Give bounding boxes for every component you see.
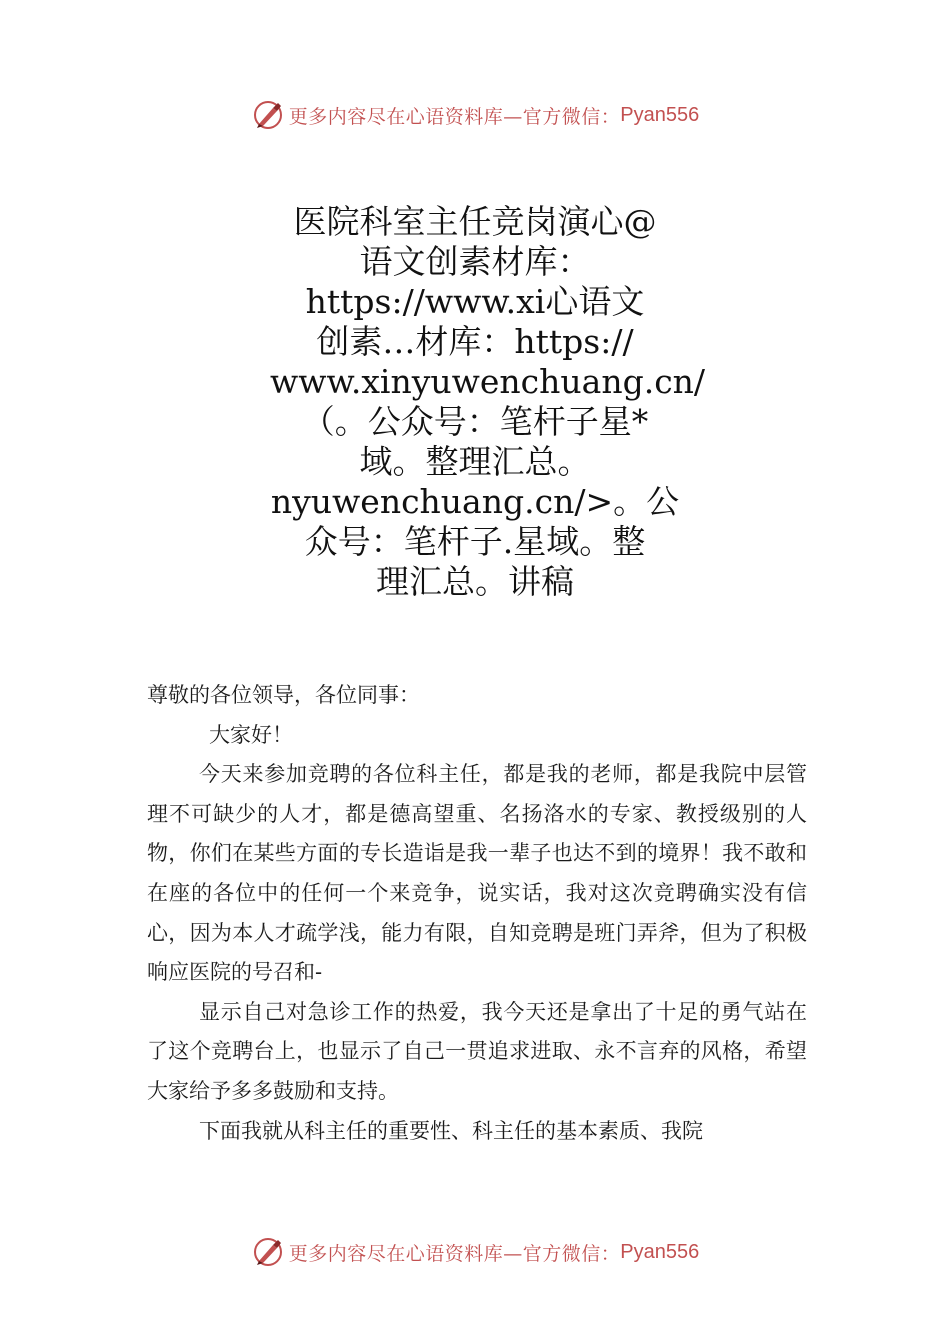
pen-logo-icon — [251, 98, 285, 132]
banner-wechat-id: Pyan556 — [620, 1240, 700, 1263]
title-line: 医院科室主任竞岗演心@ — [293, 202, 657, 241]
title-line: 创素…材库：https:// — [316, 322, 634, 361]
greeting: 大家好！ — [209, 722, 293, 747]
salutation: 尊敬的各位领导，各位同事： — [147, 683, 420, 707]
banner-wechat-id: Pyan556 — [620, 103, 700, 126]
title-line: www.xinyuwenchuang.cn/ — [270, 362, 706, 401]
body-paragraph: 显示自己对急诊工作的热爱，我今天还是拿出了十足的勇气站在了这个竞聘台上，也显示了自己一贯追求进取、永不言弃的风格，希望大家给予多多鼓励和支持。 — [147, 999, 807, 1103]
document-title — [270, 202, 706, 602]
title-line: 理汇总。讲稿 — [376, 562, 574, 601]
document-body — [147, 676, 807, 1151]
title-line: https://www.xi心语文 — [305, 282, 645, 321]
body-paragraph: 下面我就从科主任的重要性、科主任的基本素质、我院 — [199, 1118, 703, 1143]
title-line: 域。整理汇总。 — [359, 442, 591, 481]
body-paragraph: 今天来参加竞聘的各位科主任，都是我的老师，都是我院中层管理不可缺少的人才，都是德高望重、名扬洛水的专家、教授级别的人物，你们在某些方面的专长造诣是我一辈子也达不到的境界！我不敢和在座的各位中的任何一个来竞争，说实话，我对这次竞聘确实没有信心，因为本人才疏学浅，能力有限，自知竞聘是班门弄斧，但为了积极响应医院的号召和- — [147, 762, 807, 985]
header-banner — [0, 95, 950, 135]
banner-text: 更多内容尽在心语资料库—官方微信： — [288, 105, 621, 128]
pen-logo-icon — [251, 1235, 285, 1269]
footer-banner — [0, 1232, 950, 1272]
title-line: （。公众号：笔杆子星* — [301, 402, 649, 441]
title-line: 语文创素材库： — [359, 242, 591, 281]
banner-text: 更多内容尽在心语资料库—官方微信： — [288, 1242, 621, 1265]
title-line: 众号：笔杆子.星域。整 — [304, 522, 646, 561]
title-line: nyuwenchuang.cn/>。公 — [270, 482, 680, 521]
